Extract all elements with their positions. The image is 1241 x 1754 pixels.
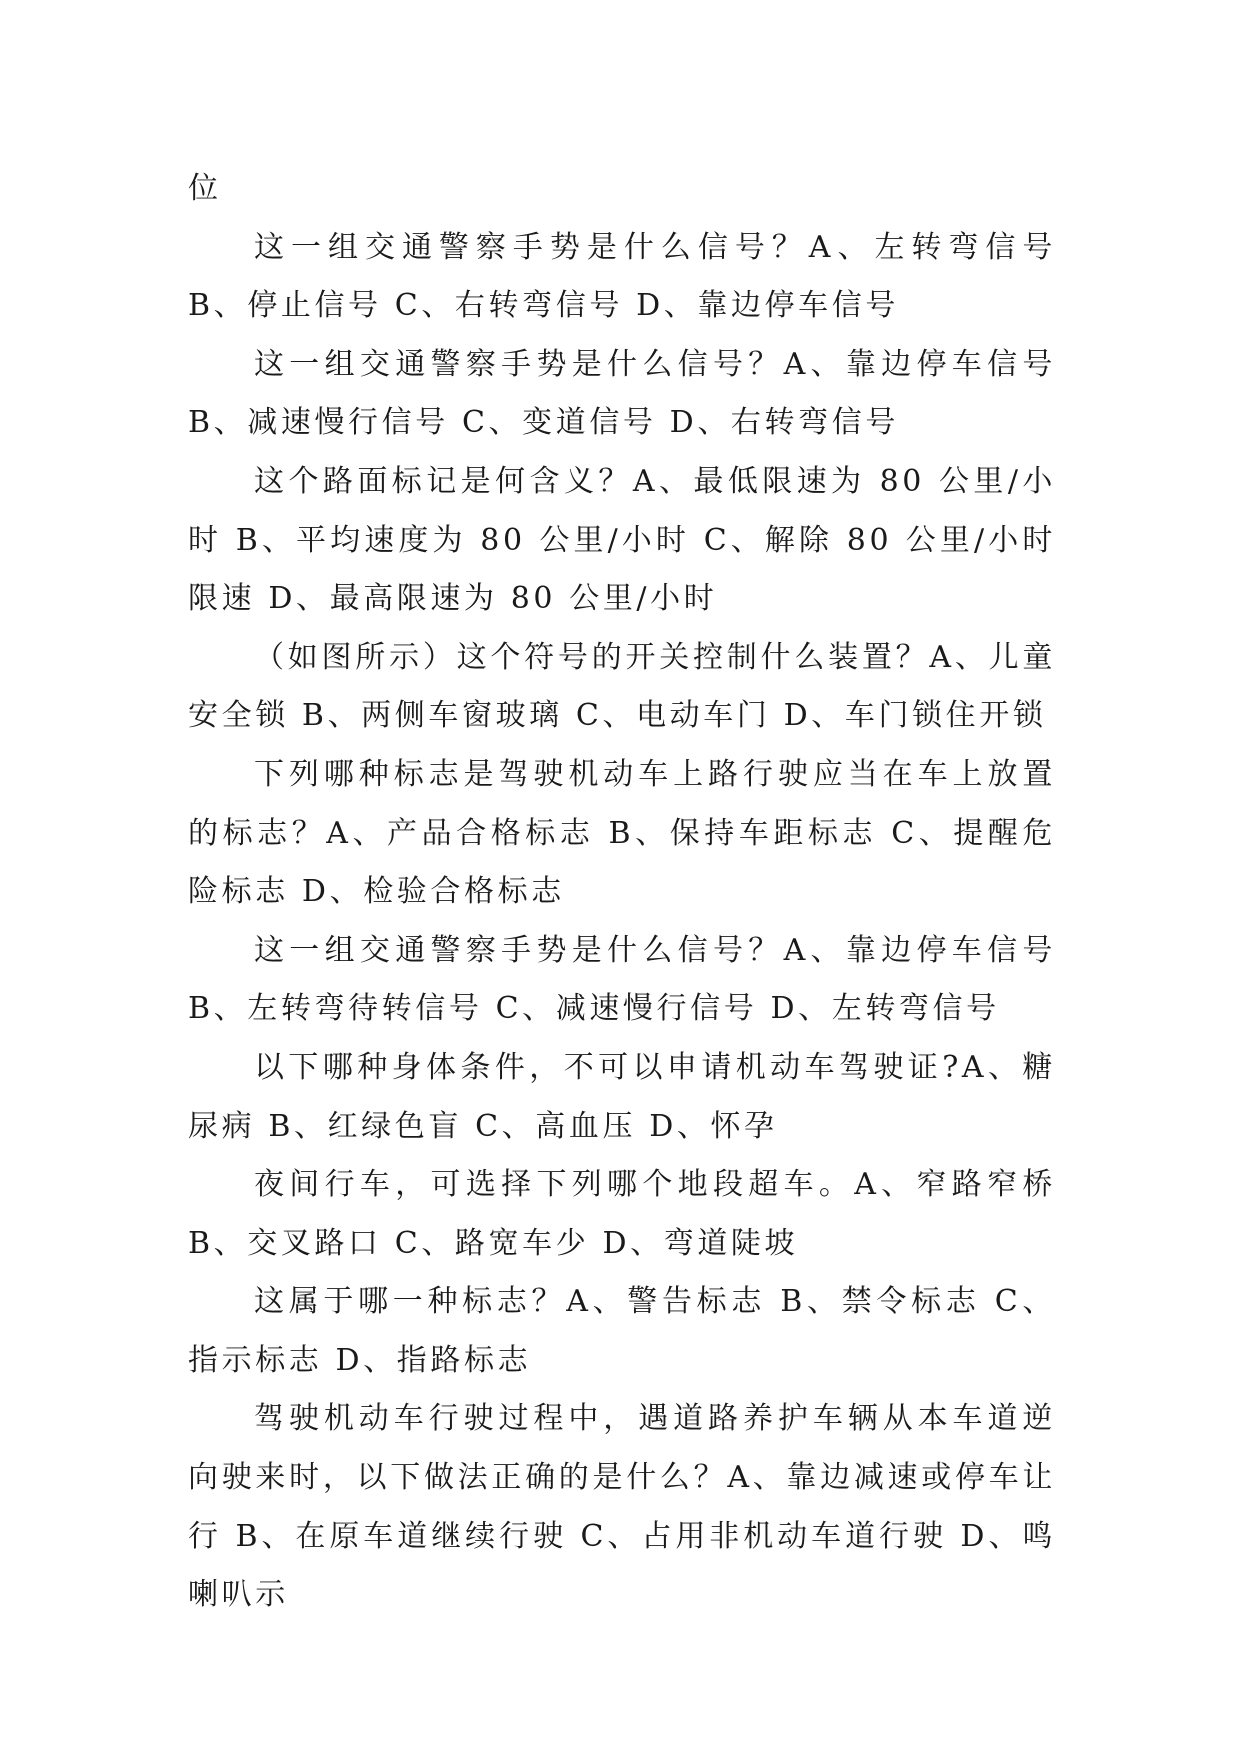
question-paragraph: 这一组交通警察手势是什么信号？A、靠边停车信号 B、左转弯待转信号 C、减速慢行信号 D、左转弯信号: [188, 932, 1056, 1027]
question-paragraph: （如图所示）这个符号的开关控制什么装置？A、儿童安全锁 B、两侧车窗玻璃 C、电动车门 D、车门锁住开锁: [188, 639, 1056, 734]
paragraph-continuation: 位: [188, 171, 222, 206]
question-paragraph: 这一组交通警察手势是什么信号？A、左转弯信号 B、停止信号 C、右转弯信号 D、靠边停车信号: [188, 229, 1056, 324]
document-page: [188, 160, 1056, 1625]
question-paragraph: 驾驶机动车行驶过程中，遇道路养护车辆从本车道逆向驶来时，以下做法正确的是什么？A、靠边减速或停车让行 B、在原车道继续行驶 C、占用非机动车道行驶 D、鸣喇叭示: [188, 1401, 1056, 1613]
question-paragraph: 以下哪种身体条件，不可以申请机动车驾驶证?A、糖尿病 B、红绿色盲 C、高血压 D、怀孕: [188, 1049, 1056, 1144]
question-paragraph: 下列哪种标志是驾驶机动车上路行驶应当在车上放置的标志？A、产品合格标志 B、保持车距标志 C、提醒危险标志 D、检验合格标志: [188, 756, 1056, 910]
question-paragraph: 这个路面标记是何含义？A、最低限速为 80 公里/小时 B、平均速度为 80 公里/小时 C、解除 80 公里/小时限速 D、最高限速为 80 公里/小时: [188, 463, 1056, 617]
question-paragraph: 这一组交通警察手势是什么信号？A、靠边停车信号 B、减速慢行信号 C、变道信号 D、右转弯信号: [188, 346, 1056, 441]
question-paragraph: 这属于哪一种标志？A、警告标志 B、禁令标志 C、指示标志 D、指路标志: [188, 1284, 1056, 1378]
question-paragraph: 夜间行车，可选择下列哪个地段超车。A、窄路窄桥 B、交叉路口 C、路宽车少 D、弯道陡坡: [188, 1167, 1056, 1261]
